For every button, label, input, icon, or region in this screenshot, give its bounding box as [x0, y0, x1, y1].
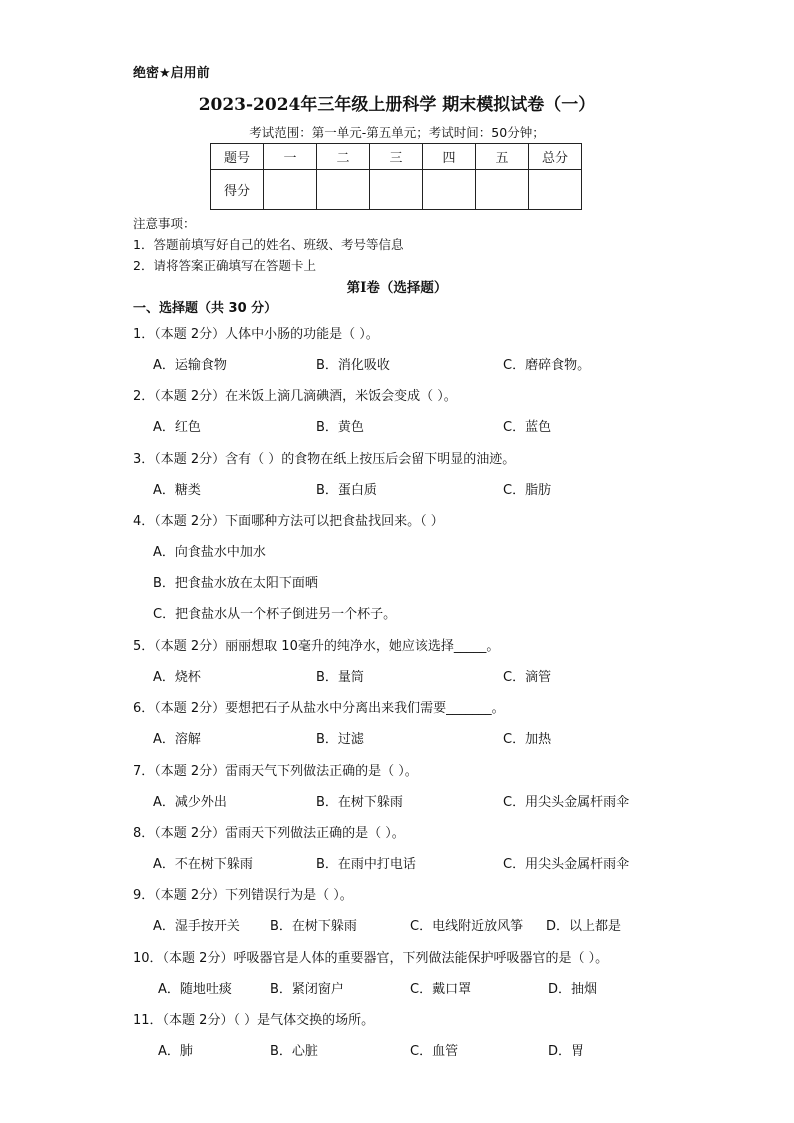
exam-info: 考试范围：第一单元-第五单元；考试时间：50分钟；: [249, 125, 545, 140]
question-9-option-c[interactable]: C．电线附近放风筝: [410, 919, 524, 934]
part-title: 一、选择题（共 30 分）: [133, 301, 278, 316]
notes-title: 注意事项：: [133, 216, 196, 231]
section-title: 第Ⅰ卷（选择题）: [346, 280, 448, 296]
score-header-cell: 一: [264, 144, 317, 170]
score-header-cell: 四: [423, 144, 476, 170]
question-3-option-b[interactable]: B．蛋白质: [316, 483, 377, 498]
score-table: [210, 143, 582, 210]
question-8-option-b[interactable]: B．在雨中打电话: [316, 857, 416, 872]
question-5-option-b[interactable]: B．量筒: [316, 670, 364, 685]
question-7-option-b[interactable]: B．在树下躲雨: [316, 795, 403, 810]
question-8-option-c[interactable]: C．用尖头金属杆雨伞: [503, 857, 630, 872]
score-row-label: 得分: [211, 170, 264, 210]
question-6-option-a[interactable]: A．溶解: [153, 732, 201, 747]
score-cell[interactable]: [370, 170, 423, 210]
question-8-option-a[interactable]: A．不在树下躲雨: [153, 857, 253, 872]
question-7-option-a[interactable]: A．减少外出: [153, 795, 227, 810]
question-6: 6．（本题 2分）要想把石子从盐水中分离出来我们需要_______。: [133, 701, 505, 716]
score-cell[interactable]: [317, 170, 370, 210]
question-1-option-a[interactable]: A．运输食物: [153, 358, 227, 373]
question-10: 10．（本题 2分）呼吸器官是人体的重要器官，下列做法能保护呼吸器官的是（ ）。: [133, 951, 609, 966]
score-header-cell: 五: [476, 144, 529, 170]
note-item: 1．答题前填写好自己的姓名、班级、考号等信息: [133, 237, 404, 252]
question-9-option-d[interactable]: D．以上都是: [546, 919, 622, 934]
question-7: 7．（本题 2分）雷雨天气下列做法正确的是（ ）。: [133, 764, 418, 779]
question-6-option-b[interactable]: B．过滤: [316, 732, 364, 747]
question-5-option-c[interactable]: C．滴管: [503, 670, 552, 685]
question-8: 8．（本题 2分）雷雨天下列做法正确的是（ ）。: [133, 826, 405, 841]
question-3-option-c[interactable]: C．脂肪: [503, 483, 552, 498]
question-10-option-d[interactable]: D．抽烟: [548, 982, 598, 997]
score-cell[interactable]: [264, 170, 317, 210]
question-11-option-d[interactable]: D．胃: [548, 1044, 585, 1059]
question-5: 5．（本题 2分）丽丽想取 10毫升的纯净水，她应该选择_____。: [133, 639, 500, 654]
question-11-option-b[interactable]: B．心脏: [270, 1044, 318, 1059]
question-4-option-a[interactable]: A．向食盐水中加水: [153, 545, 266, 560]
exam-title: 2023-2024年三年级上册科学 期末模拟试卷（一）: [198, 95, 596, 115]
score-header-cell: 总分: [529, 144, 582, 170]
confidential-mark: 绝密★启用前: [133, 66, 210, 81]
question-10-option-b[interactable]: B．紧闭窗户: [270, 982, 344, 997]
question-10-option-c[interactable]: C．戴口罩: [410, 982, 472, 997]
question-11-option-a[interactable]: A．肺: [158, 1044, 193, 1059]
question-7-option-c[interactable]: C．用尖头金属杆雨伞: [503, 795, 630, 810]
question-4-option-b[interactable]: B．把食盐水放在太阳下面晒: [153, 576, 318, 591]
question-11-option-c[interactable]: C．血管: [410, 1044, 459, 1059]
question-9: 9．（本题 2分）下列错误行为是（ ）。: [133, 888, 353, 903]
question-3: 3．（本题 2分）含有（ ）的食物在纸上按压后会留下明显的油迹。: [133, 452, 516, 467]
score-cell[interactable]: [476, 170, 529, 210]
score-header-cell: 题号: [211, 144, 264, 170]
question-3-option-a[interactable]: A．糖类: [153, 483, 201, 498]
question-4: 4．（本题 2分）下面哪种方法可以把食盐找回来。（ ）: [133, 514, 444, 529]
question-10-option-a[interactable]: A．随地吐痰: [158, 982, 232, 997]
question-9-option-b[interactable]: B．在树下躲雨: [270, 919, 357, 934]
question-1-option-b[interactable]: B．消化吸收: [316, 358, 390, 373]
score-table-header-row: [211, 144, 582, 170]
score-cell[interactable]: [423, 170, 476, 210]
score-header-cell: 二: [317, 144, 370, 170]
question-2-option-a[interactable]: A．红色: [153, 420, 201, 435]
question-2: 2．（本题 2分）在米饭上滴几滴碘酒，米饭会变成（ ）。: [133, 389, 457, 404]
question-11: 11．（本题 2分）（ ）是气体交换的场所。: [133, 1013, 375, 1028]
question-2-option-b[interactable]: B．黄色: [316, 420, 364, 435]
question-5-option-a[interactable]: A．烧杯: [153, 670, 201, 685]
question-1-option-c[interactable]: C．磨碎食物。: [503, 358, 591, 373]
score-cell[interactable]: [529, 170, 582, 210]
score-header-cell: 三: [370, 144, 423, 170]
question-2-option-c[interactable]: C．蓝色: [503, 420, 552, 435]
note-item: 2．请将答案正确填写在答题卡上: [133, 258, 316, 273]
question-4-option-c[interactable]: C．把食盐水从一个杯子倒进另一个杯子。: [153, 607, 397, 622]
question-6-option-c[interactable]: C．加热: [503, 732, 552, 747]
score-table-score-row: [211, 170, 582, 210]
question-1: 1．（本题 2分）人体中小肠的功能是（ ）。: [133, 327, 379, 342]
question-9-option-a[interactable]: A．湿手按开关: [153, 919, 240, 934]
